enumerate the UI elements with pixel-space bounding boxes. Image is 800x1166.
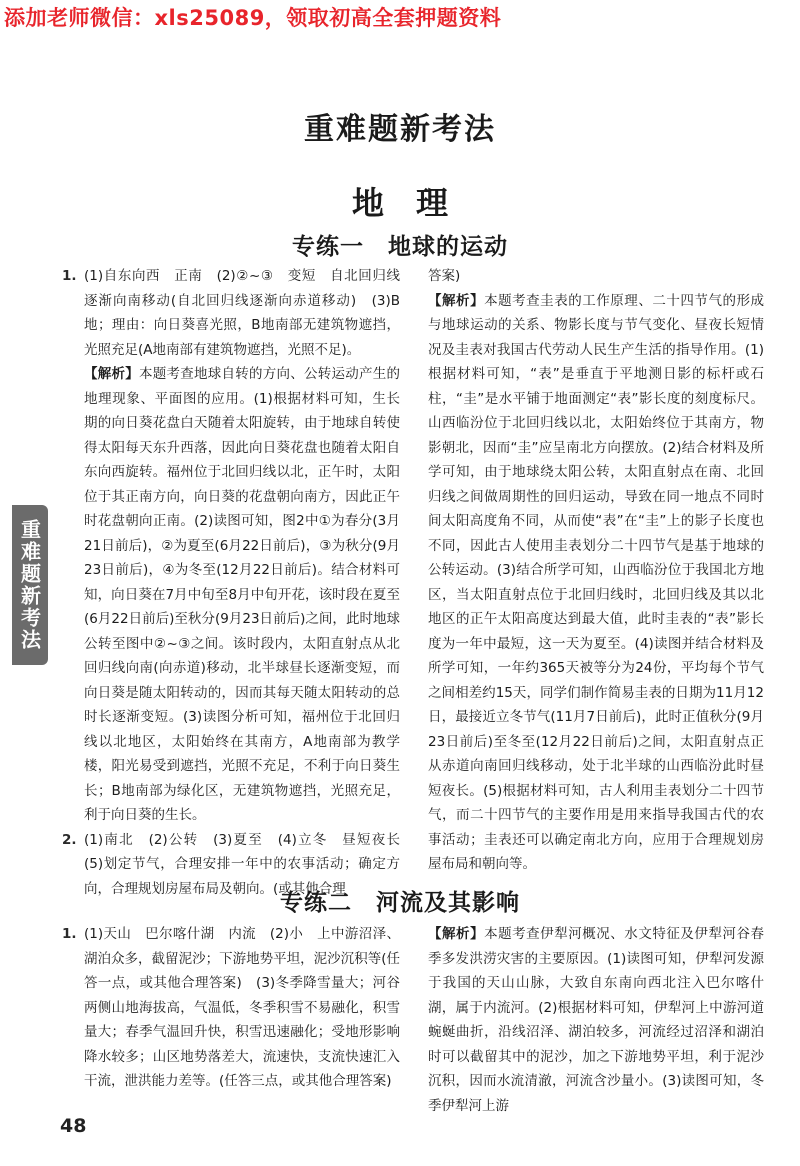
answer-text: (1)南北 (2)公转 (3)夏至 (4)立冬 昼短夜长 (5)划定节气，合理安排一年中的农事活动；确定方向，合理规划房屋布局及朝向。(或其他合理 [84,831,414,897]
answer-item-1 [62,922,400,1094]
analysis-tag: 【解析】 [428,292,485,309]
section-1-left-column [62,264,414,901]
analysis-paragraph [428,922,764,1118]
analysis-text: 本题考查圭表的工作原理、二十四节气的形成与地球运动的关系、物影长度与节气变化、昼夜长短情况及圭表对我国古代劳动人民生产生活的指导作用。(1)根据材料可知，“表”是垂直于平地测日影的标杆或石柱，“圭”是水平铺于地面测定“表”影长度的刻度标尺。山西临汾位于北回归线以北，太阳始终位于其南方，物影朝北，因而“圭”应呈南北方向摆放。(2)结合材料及所学可知，由于地球绕太阳公转，太阳直射点在南、北回归线之间做周期性的回归运动，导致在同一地点不同时间太阳高度角不同，从而使“表”在“圭”上的影子长度也不同，因此古人使用圭表划分二十四节气是基于地球的公转运动。(3)结合所学可知，山西临汾位于我国北方地区，当太阳直射点位于北回归线时，北回归线及其以北地区的正午太阳高度达到最大值，此时圭表的“表”影长度为一年中最短，这一天为夏至。(4)读图并结合材料及所学可知，一年约365天被等分为24份，平均每个节气之间相差约15天，同学们制作简易圭表的日期为11月12日，最接近立冬节气(11月7日前后)，此时正值秋分(9月23日前后)至冬至(12月22日前后)之间，太阳直射点正从赤道向南回归线移动，处于北半球的山西临汾此时昼短夜长。(5)根据材料可知，古人利用圭表划分二十四节气，而二十四节气的主要作用是用来指导我国古代的农事活动；圭表还可以确定南北方向，应用于合理规划房屋布局和朝向等。 [428,292,765,872]
analysis-paragraph [428,289,764,877]
answer-continuation: 答案) [428,268,461,284]
watermark-banner: 添加老师微信：xls25089，领取初高全套押题资料 [4,6,502,30]
page-title: 重难题新考法 [304,112,496,147]
answer-text: (1)自东向西 正南 (2)②~③ 变短 自北回归线逐渐向南移动(自北回归线逐渐向赤道移动) (3)B地；理由：向日葵喜光照，B地南部无建筑物遮挡，光照充足(A地南部有建筑物遮挡，光照不足)。 [84,268,400,358]
section-1-right-column [428,264,764,877]
question-number: 1. [62,926,77,942]
analysis-paragraph [84,362,400,828]
answer-item-1 [62,264,400,828]
analysis-text: 本题考查伊犁河概况、水文特征及伊犁河谷春季多发洪涝灾害的主要原因。(1)读图可知，伊犁河发源于我国的天山山脉，大致自东南向西北注入巴尔喀什湖，属于内流河。(2)根据材料可知，伊犁河上中游河道蜿蜒曲折，沿线沼泽、湖泊较多，河流经过沼泽和湖泊时可以截留其中的泥沙，加之下游地势平坦，利于泥沙沉积，因而水流清澈，河流含沙量小。(3)读图可知，冬季伊犁河上游 [428,926,765,1114]
section-heading-1: 专练一 地球的运动 [292,234,508,260]
section-2-left-column [62,922,400,1094]
analysis-tag: 【解析】 [428,926,485,942]
subject-title: 地 理 [351,184,448,222]
section-heading-2: 专练二 河流及其影响 [280,890,520,916]
analysis-text: 本题考查地球自转的方向、公转运动产生的地理现象、平面图的应用。(1)根据材料可知，生长期的向日葵花盘白天随着太阳旋转，由于地球自转使得太阳每天东升西落，因此向日葵花盘也随着太阳自东向西旋转。福州位于北回归线以北，正午时，太阳位于其正南方向，向日葵的花盘朝向南方，因此正午时花盘朝向正南。(2)读图可知，图2中①为春分(3月21日前后)，②为夏至(6月22日前后)，③为秋分(9月23日前后)，④为冬至(12月22日前后)。结合材料可知，向日葵在7月中旬至8月中旬开花，该时段在夏至(6月22日前后)至秋分(9月23日前后)之间，此时地球公转至图中②~③之间。该时段内，太阳直射点从北回归线向南(向赤道)移动，北半球昼长逐渐变短，而向日葵是随太阳转动的，因而其每天随太阳转动的总时长逐渐变短。(3)读图分析可知，福州位于北回归线以北地区，太阳始终在其南方，A地南部为教学楼，阳光易受到遮挡，光照不充足，不利于向日葵生长；B地南部为绿化区，无建筑物遮挡，光照充足，利于向日葵的生长。 [84,366,400,823]
analysis-tag: 【解析】 [84,366,139,382]
section-2-right-column [428,922,764,1118]
side-chapter-tab: 重难题新考法 [12,505,48,665]
answer-text: (1)天山 巴尔喀什湖 内流 (2)小 上中游沼泽、湖泊众多，截留泥沙；下游地势平坦，泥沙沉积等(任答一点，或其他合理答案) (3)冬季降雪量大；河谷两侧山地海拔高，气温低，冬季积雪不易融化，积雪量大；春季气温回升快，积雪迅速融化；受地形影响降水较多；山区地势落差大，流速快，支流快速汇入干流，泄洪能力差等。(任答三点，或其他合理答案) [84,926,400,1089]
page-number: 48 [60,1115,87,1137]
question-number: 1. [62,268,77,284]
question-number: 2. [62,831,77,848]
